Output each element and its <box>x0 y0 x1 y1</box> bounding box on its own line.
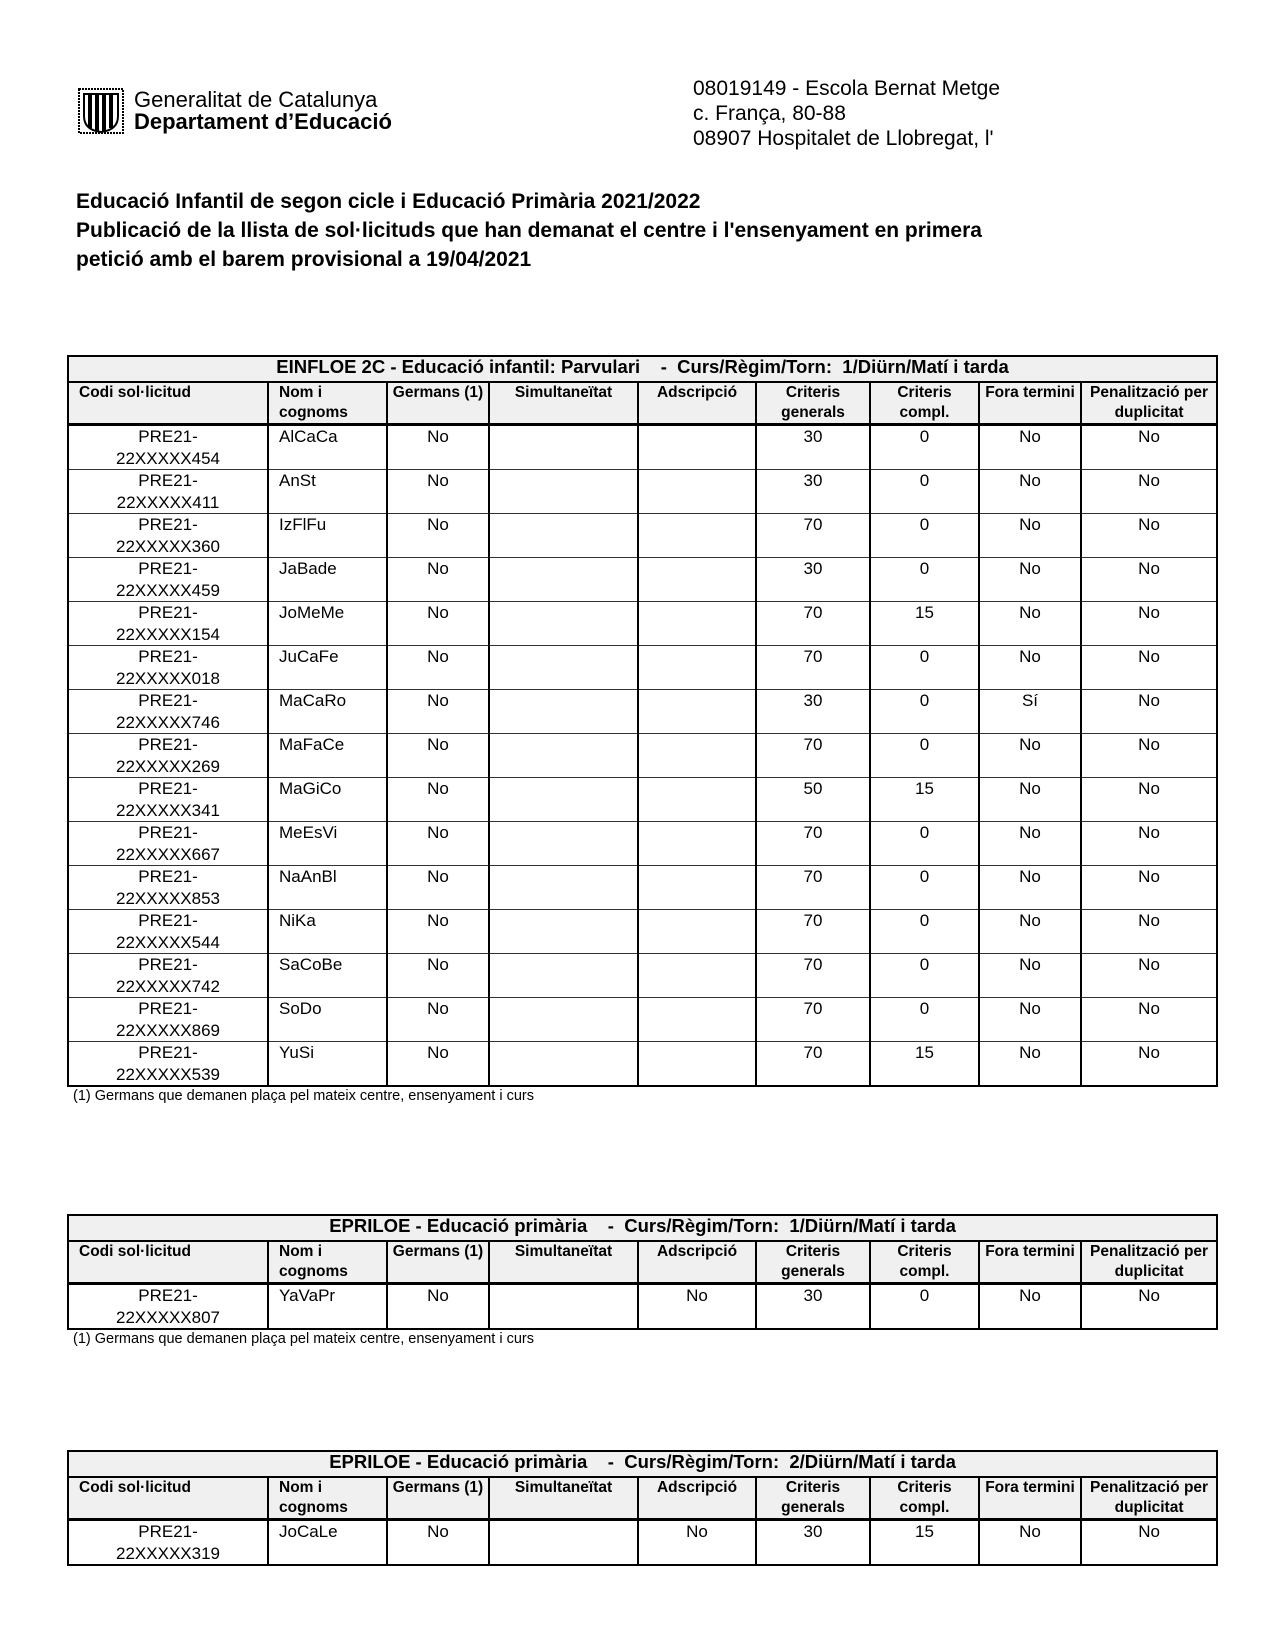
column-header: Germans (1) <box>387 382 489 425</box>
cell-simultaneitat <box>489 910 638 954</box>
column-header: Nom i cognoms <box>268 382 387 425</box>
cell-penalitzacio: No <box>1081 602 1217 646</box>
cell-name: MaGiCo <box>268 778 387 822</box>
cell-compl: 0 <box>870 646 979 690</box>
cell-adscripcio <box>638 602 756 646</box>
table-caption: EPRILOE - Educació primària - Curs/Règim/Torn: 1/Diürn/Matí i tarda <box>68 1215 1217 1241</box>
cell-compl: 0 <box>870 425 979 470</box>
cell-germans: No <box>387 734 489 778</box>
cell-generals: 30 <box>756 470 870 514</box>
cell-fora: No <box>979 425 1081 470</box>
cell-code: PRE21- 22XXXXX544 <box>68 910 268 954</box>
cell-compl: 15 <box>870 1520 979 1566</box>
table-row <box>68 1042 1217 1087</box>
cell-compl: 0 <box>870 558 979 602</box>
application-table-section <box>67 1214 1216 1347</box>
cell-penalitzacio: No <box>1081 998 1217 1042</box>
cell-name: AnSt <box>268 470 387 514</box>
cell-germans: No <box>387 1520 489 1566</box>
cell-germans: No <box>387 1042 489 1087</box>
table-row <box>68 425 1217 470</box>
cell-code: PRE21- 22XXXXX319 <box>68 1520 268 1566</box>
column-header: Criteris compl. <box>870 1477 979 1520</box>
cell-generals: 30 <box>756 690 870 734</box>
column-header: Nom i cognoms <box>268 1477 387 1520</box>
cell-fora: No <box>979 1042 1081 1087</box>
cell-name: NiKa <box>268 910 387 954</box>
cell-code: PRE21- 22XXXXX269 <box>68 734 268 778</box>
column-header: Nom i cognoms <box>268 1241 387 1284</box>
cell-adscripcio <box>638 778 756 822</box>
cell-germans: No <box>387 954 489 998</box>
cell-adscripcio <box>638 690 756 734</box>
cell-penalitzacio: No <box>1081 558 1217 602</box>
applications-table <box>67 1214 1218 1330</box>
cell-generals: 30 <box>756 1284 870 1330</box>
cell-compl: 0 <box>870 734 979 778</box>
column-header: Codi sol·licitud <box>68 1477 268 1520</box>
cell-fora: No <box>979 1284 1081 1330</box>
column-header: Germans (1) <box>387 1477 489 1520</box>
cell-compl: 0 <box>870 1284 979 1330</box>
footnote: (1) Germans que demanen plaça pel mateix centre, ensenyament i curs <box>73 1331 535 1347</box>
table-row <box>68 998 1217 1042</box>
cell-simultaneitat <box>489 425 638 470</box>
cell-fora: No <box>979 1520 1081 1566</box>
cell-fora: No <box>979 910 1081 954</box>
cell-simultaneitat <box>489 690 638 734</box>
school-address <box>693 76 1000 151</box>
title-line-2: Publicació de la llista de sol·licituds que han demanat el centre i l'ensenyament en primera <box>76 219 982 242</box>
school-name: 08019149 - Escola Bernat Metge <box>693 77 1001 100</box>
cell-compl: 0 <box>870 954 979 998</box>
cell-adscripcio <box>638 470 756 514</box>
cell-adscripcio <box>638 822 756 866</box>
cell-penalitzacio: No <box>1081 425 1217 470</box>
school-city: 08907 Hospitalet de Llobregat, l' <box>693 127 994 150</box>
cell-generals: 70 <box>756 602 870 646</box>
cell-generals: 70 <box>756 1042 870 1087</box>
cell-simultaneitat <box>489 1284 638 1330</box>
cell-adscripcio <box>638 558 756 602</box>
logo-department: Departament d’Educació <box>134 109 392 134</box>
cell-fora: No <box>979 778 1081 822</box>
table-row <box>68 558 1217 602</box>
title-line-3: petició amb el barem provisional a 19/04/2021 <box>76 248 532 271</box>
table-row <box>68 646 1217 690</box>
cell-compl: 0 <box>870 822 979 866</box>
cell-code: PRE21- 22XXXXX341 <box>68 778 268 822</box>
column-header: Criteris generals <box>756 1241 870 1284</box>
cell-simultaneitat <box>489 998 638 1042</box>
cell-compl: 0 <box>870 690 979 734</box>
cell-adscripcio <box>638 998 756 1042</box>
cell-adscripcio <box>638 646 756 690</box>
table-row <box>68 1284 1217 1330</box>
footnote: (1) Germans que demanen plaça pel mateix centre, ensenyament i curs <box>73 1088 535 1104</box>
cell-compl: 0 <box>870 514 979 558</box>
cell-name: JoCaLe <box>268 1520 387 1566</box>
cell-penalitzacio: No <box>1081 954 1217 998</box>
document-title <box>76 187 1216 274</box>
cell-germans: No <box>387 425 489 470</box>
cell-adscripcio <box>638 910 756 954</box>
school-street: c. França, 80-88 <box>693 102 846 125</box>
column-header: Penalització per duplicitat <box>1081 1241 1217 1284</box>
cell-generals: 70 <box>756 910 870 954</box>
cell-code: PRE21- 22XXXXX853 <box>68 866 268 910</box>
cell-name: SoDo <box>268 998 387 1042</box>
cell-code: PRE21- 22XXXXX746 <box>68 690 268 734</box>
cell-fora: No <box>979 646 1081 690</box>
cell-germans: No <box>387 514 489 558</box>
cell-adscripcio <box>638 514 756 558</box>
column-header: Fora termini <box>979 1241 1081 1284</box>
cell-adscripcio: No <box>638 1284 756 1330</box>
cell-fora: No <box>979 514 1081 558</box>
cell-penalitzacio: No <box>1081 734 1217 778</box>
cell-compl: 15 <box>870 1042 979 1087</box>
column-header: Adscripció <box>638 382 756 425</box>
cell-name: SaCoBe <box>268 954 387 998</box>
cell-name: YaVaPr <box>268 1284 387 1330</box>
table-row <box>68 866 1217 910</box>
column-header: Codi sol·licitud <box>68 382 268 425</box>
cell-compl: 0 <box>870 998 979 1042</box>
column-header: Criteris generals <box>756 1477 870 1520</box>
cell-code: PRE21- 22XXXXX807 <box>68 1284 268 1330</box>
column-header: Criteris compl. <box>870 382 979 425</box>
cell-germans: No <box>387 558 489 602</box>
cell-simultaneitat <box>489 646 638 690</box>
column-header: Criteris compl. <box>870 1241 979 1284</box>
logo-title: Generalitat de Catalunya <box>134 87 378 112</box>
cell-simultaneitat <box>489 822 638 866</box>
table-row <box>68 910 1217 954</box>
table-row <box>68 514 1217 558</box>
cell-name: YuSi <box>268 1042 387 1087</box>
cell-germans: No <box>387 1284 489 1330</box>
cell-generals: 70 <box>756 954 870 998</box>
cell-penalitzacio: No <box>1081 910 1217 954</box>
cell-name: NaAnBl <box>268 866 387 910</box>
cell-germans: No <box>387 910 489 954</box>
cell-name: JoMeMe <box>268 602 387 646</box>
applications-table <box>67 355 1218 1087</box>
cell-generals: 70 <box>756 822 870 866</box>
catalan-coat-of-arms-icon <box>78 86 124 136</box>
column-header: Adscripció <box>638 1241 756 1284</box>
cell-simultaneitat <box>489 1520 638 1566</box>
cell-germans: No <box>387 646 489 690</box>
cell-generals: 30 <box>756 1520 870 1566</box>
column-header: Simultaneïtat <box>489 1477 638 1520</box>
table-row <box>68 602 1217 646</box>
cell-code: PRE21- 22XXXXX360 <box>68 514 268 558</box>
table-caption: EINFLOE 2C - Educació infantil: Parvulari - Curs/Règim/Torn: 1/Diürn/Matí i tarda <box>68 356 1217 382</box>
cell-compl: 0 <box>870 910 979 954</box>
cell-code: PRE21- 22XXXXX459 <box>68 558 268 602</box>
cell-generals: 30 <box>756 558 870 602</box>
application-table-section <box>67 1450 1216 1566</box>
cell-code: PRE21- 22XXXXX742 <box>68 954 268 998</box>
cell-simultaneitat <box>489 954 638 998</box>
cell-simultaneitat <box>489 514 638 558</box>
cell-generals: 70 <box>756 646 870 690</box>
cell-generals: 30 <box>756 425 870 470</box>
cell-adscripcio <box>638 866 756 910</box>
cell-compl: 15 <box>870 778 979 822</box>
table-row <box>68 470 1217 514</box>
cell-simultaneitat <box>489 602 638 646</box>
column-header: Simultaneïtat <box>489 382 638 425</box>
cell-germans: No <box>387 470 489 514</box>
cell-germans: No <box>387 690 489 734</box>
cell-germans: No <box>387 866 489 910</box>
column-header: Adscripció <box>638 1477 756 1520</box>
column-header: Simultaneïtat <box>489 1241 638 1284</box>
cell-adscripcio: No <box>638 1520 756 1566</box>
cell-simultaneitat <box>489 734 638 778</box>
cell-adscripcio <box>638 954 756 998</box>
cell-generals: 70 <box>756 998 870 1042</box>
cell-code: PRE21- 22XXXXX869 <box>68 998 268 1042</box>
cell-fora: No <box>979 470 1081 514</box>
cell-code: PRE21- 22XXXXX454 <box>68 425 268 470</box>
cell-code: PRE21- 22XXXXX411 <box>68 470 268 514</box>
cell-penalitzacio: No <box>1081 1284 1217 1330</box>
cell-simultaneitat <box>489 558 638 602</box>
cell-compl: 15 <box>870 602 979 646</box>
table-row <box>68 1520 1217 1566</box>
cell-fora: No <box>979 954 1081 998</box>
cell-code: PRE21- 22XXXXX018 <box>68 646 268 690</box>
application-table-section <box>67 355 1216 1104</box>
cell-germans: No <box>387 998 489 1042</box>
table-row <box>68 822 1217 866</box>
table-row <box>68 954 1217 998</box>
column-header: Fora termini <box>979 382 1081 425</box>
column-header: Germans (1) <box>387 1241 489 1284</box>
table-row <box>68 690 1217 734</box>
cell-fora: No <box>979 866 1081 910</box>
cell-name: MaFaCe <box>268 734 387 778</box>
cell-generals: 70 <box>756 514 870 558</box>
cell-name: JuCaFe <box>268 646 387 690</box>
cell-name: JaBade <box>268 558 387 602</box>
cell-generals: 70 <box>756 866 870 910</box>
cell-fora: Sí <box>979 690 1081 734</box>
cell-fora: No <box>979 558 1081 602</box>
applications-table <box>67 1450 1218 1566</box>
column-header: Criteris generals <box>756 382 870 425</box>
table-row <box>68 734 1217 778</box>
cell-germans: No <box>387 778 489 822</box>
cell-adscripcio <box>638 734 756 778</box>
cell-simultaneitat <box>489 778 638 822</box>
cell-germans: No <box>387 822 489 866</box>
cell-penalitzacio: No <box>1081 1520 1217 1566</box>
cell-name: IzFlFu <box>268 514 387 558</box>
cell-penalitzacio: No <box>1081 866 1217 910</box>
cell-adscripcio <box>638 1042 756 1087</box>
cell-adscripcio <box>638 425 756 470</box>
cell-generals: 50 <box>756 778 870 822</box>
column-header: Penalització per duplicitat <box>1081 382 1217 425</box>
cell-penalitzacio: No <box>1081 470 1217 514</box>
cell-penalitzacio: No <box>1081 778 1217 822</box>
cell-code: PRE21- 22XXXXX539 <box>68 1042 268 1087</box>
cell-penalitzacio: No <box>1081 690 1217 734</box>
cell-simultaneitat <box>489 1042 638 1087</box>
generalitat-logo <box>78 86 392 136</box>
cell-name: MeEsVi <box>268 822 387 866</box>
column-header: Codi sol·licitud <box>68 1241 268 1284</box>
table-caption: EPRILOE - Educació primària - Curs/Règim/Torn: 2/Diürn/Matí i tarda <box>68 1451 1217 1477</box>
cell-fora: No <box>979 734 1081 778</box>
cell-simultaneitat <box>489 866 638 910</box>
cell-penalitzacio: No <box>1081 822 1217 866</box>
cell-germans: No <box>387 602 489 646</box>
cell-fora: No <box>979 602 1081 646</box>
cell-penalitzacio: No <box>1081 514 1217 558</box>
cell-code: PRE21- 22XXXXX154 <box>68 602 268 646</box>
cell-penalitzacio: No <box>1081 646 1217 690</box>
cell-compl: 0 <box>870 470 979 514</box>
cell-fora: No <box>979 822 1081 866</box>
cell-simultaneitat <box>489 470 638 514</box>
cell-name: MaCaRo <box>268 690 387 734</box>
cell-code: PRE21- 22XXXXX667 <box>68 822 268 866</box>
cell-fora: No <box>979 998 1081 1042</box>
column-header: Penalització per duplicitat <box>1081 1477 1217 1520</box>
column-header: Fora termini <box>979 1477 1081 1520</box>
cell-name: AlCaCa <box>268 425 387 470</box>
table-row <box>68 778 1217 822</box>
cell-generals: 70 <box>756 734 870 778</box>
cell-penalitzacio: No <box>1081 1042 1217 1087</box>
title-line-1: Educació Infantil de segon cicle i Educació Primària 2021/2022 <box>76 190 701 213</box>
cell-compl: 0 <box>870 866 979 910</box>
